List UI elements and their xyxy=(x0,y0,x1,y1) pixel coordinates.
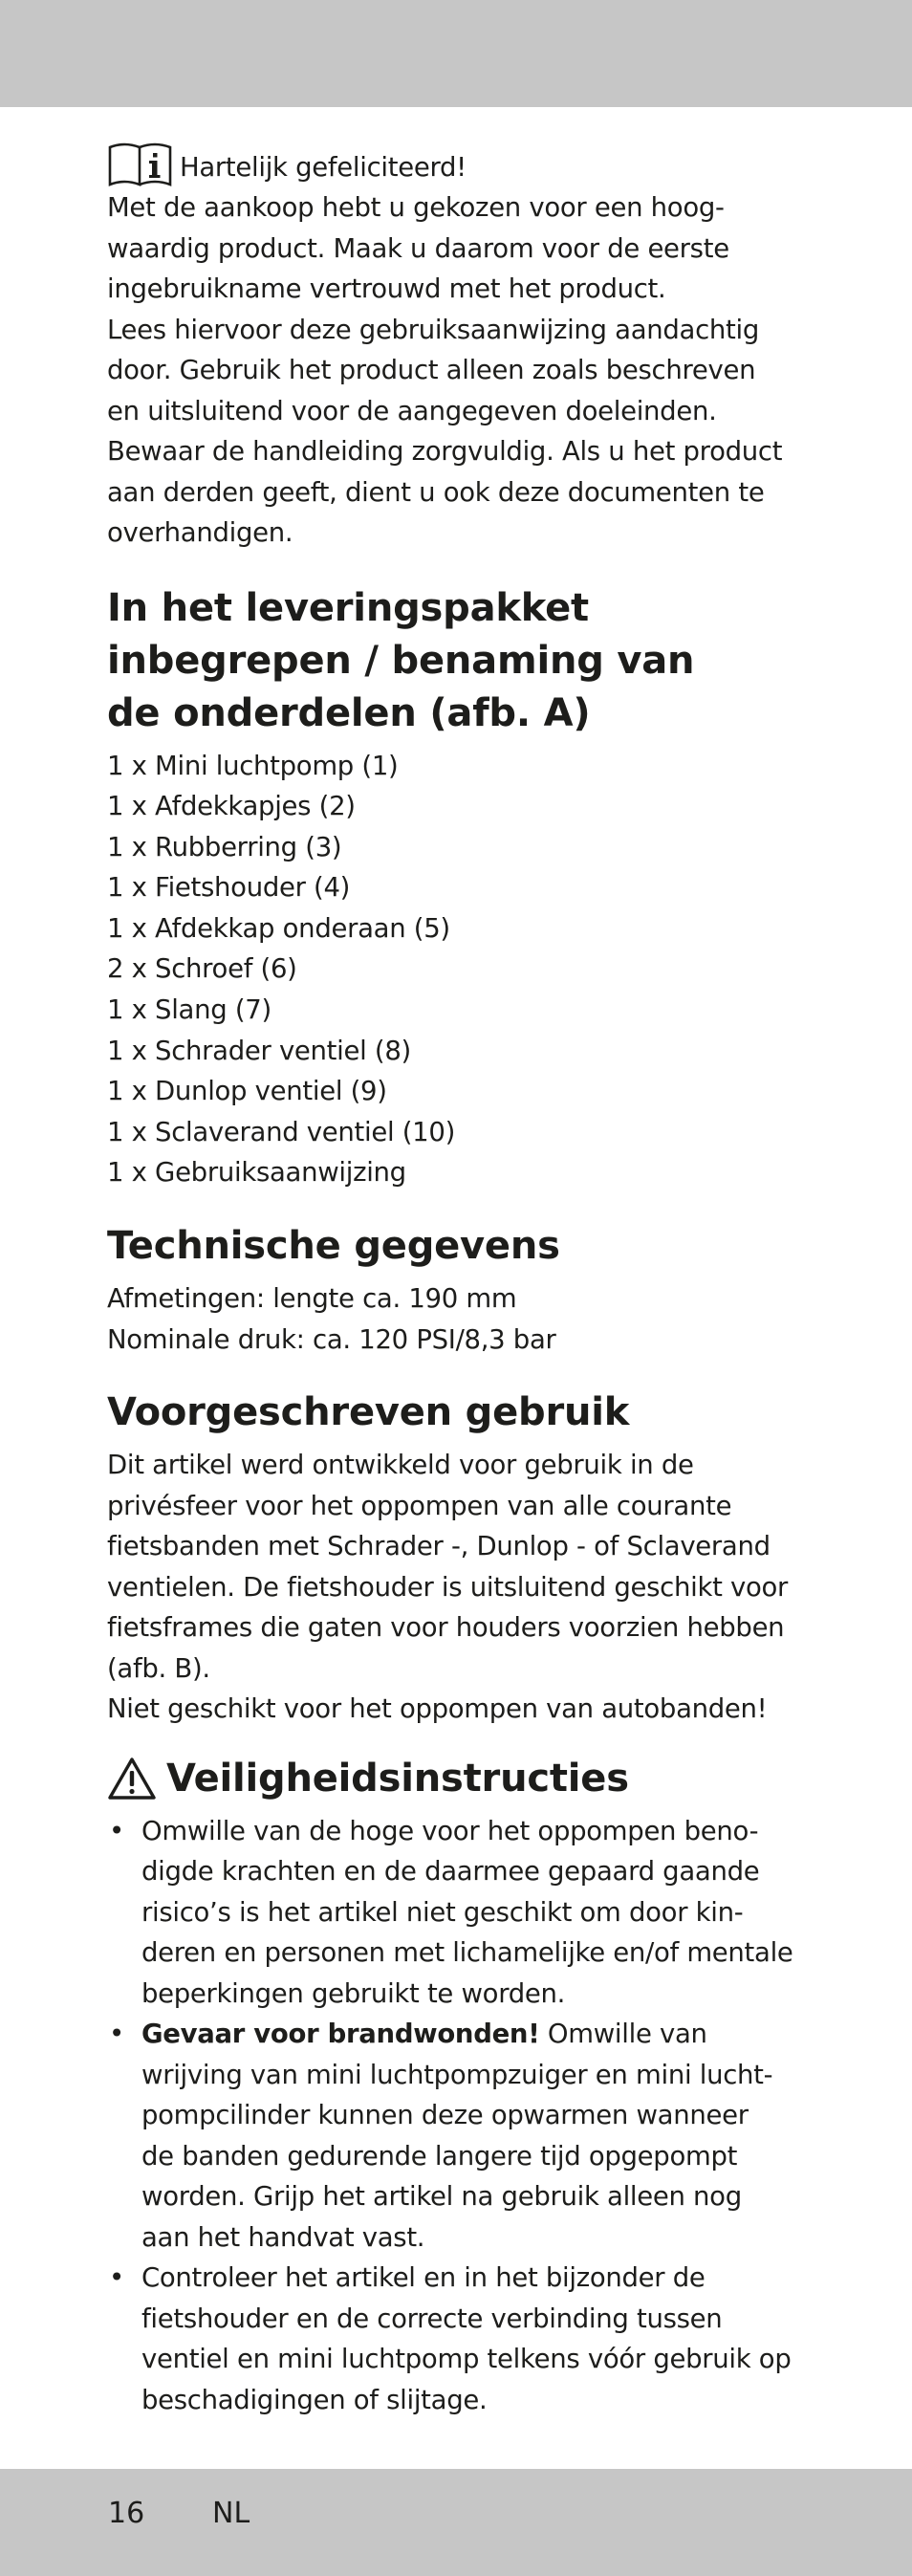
list-item: 1 x Gebruiksaanwijzing xyxy=(107,1157,406,1189)
bullet-line: ventiel en mini luchtpomp telkens vóór gebruik op xyxy=(141,2344,792,2375)
bullet-dot: • xyxy=(109,1815,124,1846)
bullet-line: de banden gedurende langere tijd opgepompt xyxy=(141,2140,738,2172)
delivery-section xyxy=(107,582,820,1194)
bullet-line: worden. Grijp het artikel na gebruik alleen nog xyxy=(141,2181,742,2213)
intro-line: en uitsluitend voor de aangegeven doeleinden. xyxy=(107,395,717,426)
bullet-line: Omwille van de hoge voor het oppompen beno- xyxy=(141,1815,759,1846)
list-item: 2 x Schroef (6) xyxy=(107,953,297,985)
list-item: 1 x Fietshouder (4) xyxy=(107,872,351,904)
delivery-title-line: inbegrepen / benaming van xyxy=(107,638,695,683)
safety-title: Veiligheidsinstructies xyxy=(166,1756,629,1801)
intended-use-line: privésfeer voor het oppompen van alle courante xyxy=(107,1490,732,1521)
delivery-title xyxy=(107,582,820,740)
intro-line: overhandigen. xyxy=(107,517,293,548)
info-book-icon xyxy=(107,140,174,187)
bullet-line: risico’s is het artikel niet geschikt om door kin- xyxy=(141,1896,744,1928)
safety-section xyxy=(107,1753,820,2421)
page-content xyxy=(107,140,820,2420)
intro-line: Lees hiervoor deze gebruiksaanwijzing aandachtig xyxy=(107,314,760,345)
warning-triangle-icon xyxy=(107,1757,157,1801)
intended-use-section xyxy=(107,1386,820,1730)
intended-use-line: Niet geschikt voor het oppompen van autobanden! xyxy=(107,1693,768,1725)
delivery-title-line: de onderdelen (afb. A) xyxy=(107,690,591,735)
technical-title: Technische gegevens xyxy=(107,1224,560,1269)
technical-line: Nominale druk: ca. 120 PSI/8,3 bar xyxy=(107,1323,556,1355)
delivery-title-line: In het leveringspakket xyxy=(107,585,589,630)
list-item xyxy=(107,2014,820,2258)
list-item: 1 x Afdekkap onderaan (5) xyxy=(107,912,450,944)
intended-use-title: Voorgeschreven gebruik xyxy=(107,1390,630,1435)
language-code: NL xyxy=(212,2497,250,2530)
delivery-list xyxy=(107,746,820,1194)
technical-line: Afmetingen: lengte ca. 190 mm xyxy=(107,1283,517,1315)
list-item: 1 x Sclaverand ventiel (10) xyxy=(107,1116,455,1147)
bullet-dot: • xyxy=(109,2262,124,2294)
bullet-line: Controleer het artikel en in het bijzonder de xyxy=(141,2262,706,2294)
intended-use-line: fietsbanden met Schrader -, Dunlop - of Sclaverand xyxy=(107,1531,771,1562)
intended-use-line: (afb. B). xyxy=(107,1652,210,1684)
intro-line: Met de aankoop hebt u gekozen voor een hoog- xyxy=(107,192,725,223)
bullet-line: beperkingen gebruikt te worden. xyxy=(141,1977,566,2009)
bullet-line: aan het handvat vast. xyxy=(141,2221,425,2253)
intended-use-line: fietsframes die gaten voor houders voorzien hebben xyxy=(107,1612,785,1644)
bullet-dot: • xyxy=(109,2019,124,2050)
bullet-line: digde krachten en de daarmee gepaard gaande xyxy=(141,1856,760,1888)
list-item: 1 x Rubberring (3) xyxy=(107,831,342,862)
intro-heading-row xyxy=(107,140,820,187)
page-number: 16 xyxy=(108,2497,145,2530)
intended-use-line: ventielen. De fietshouder is uitsluitend geschikt voor xyxy=(107,1571,789,1603)
intro-line: ingebruikname vertrouwd met het product. xyxy=(107,273,666,304)
intro-line: Bewaar de handleiding zorgvuldig. Als u het product xyxy=(107,436,783,467)
bullet-line: fietshouder en de correcte verbinding tussen xyxy=(141,2303,723,2334)
intro-line: waardig product. Maak u daarom voor de eerste xyxy=(107,232,729,264)
intro-section xyxy=(107,140,820,554)
intended-use-line: Dit artikel werd ontwikkeld voor gebruik in de xyxy=(107,1450,694,1481)
bullet-line: deren en personen met lichamelijke en/of mentale xyxy=(141,1937,793,1969)
list-item: 1 x Afdekkapjes (2) xyxy=(107,791,356,822)
technical-section xyxy=(107,1220,820,1360)
intro-line: door. Gebruik het product alleen zoals beschreven xyxy=(107,355,756,385)
intro-heading: Hartelijk gefeliciteerd! xyxy=(180,151,467,183)
safety-list xyxy=(107,1811,820,2421)
list-item: 1 x Dunlop ventiel (9) xyxy=(107,1076,387,1107)
bullet-text: Omwille van xyxy=(539,2019,707,2050)
list-item: 1 x Mini luchtpomp (1) xyxy=(107,750,399,781)
safety-heading-row xyxy=(107,1753,820,1805)
bullet-line: pompcilinder kunnen deze opwarmen wanneer xyxy=(141,2100,749,2131)
bullet-line: wrijving van mini luchtpompzuiger en mini lucht- xyxy=(141,2059,773,2090)
top-band xyxy=(0,0,912,107)
list-item xyxy=(107,2258,820,2420)
intro-line: aan derden geeft, dient u ook deze documenten te xyxy=(107,476,765,508)
bullet-line: beschadigingen of slijtage. xyxy=(141,2384,488,2415)
bullet-line xyxy=(141,2014,820,2055)
list-item: 1 x Slang (7) xyxy=(107,994,271,1026)
list-item: 1 x Schrader ventiel (8) xyxy=(107,1035,411,1066)
list-item xyxy=(107,1811,820,2015)
burn-warning-label: Gevaar voor brandwonden! xyxy=(141,2019,540,2050)
